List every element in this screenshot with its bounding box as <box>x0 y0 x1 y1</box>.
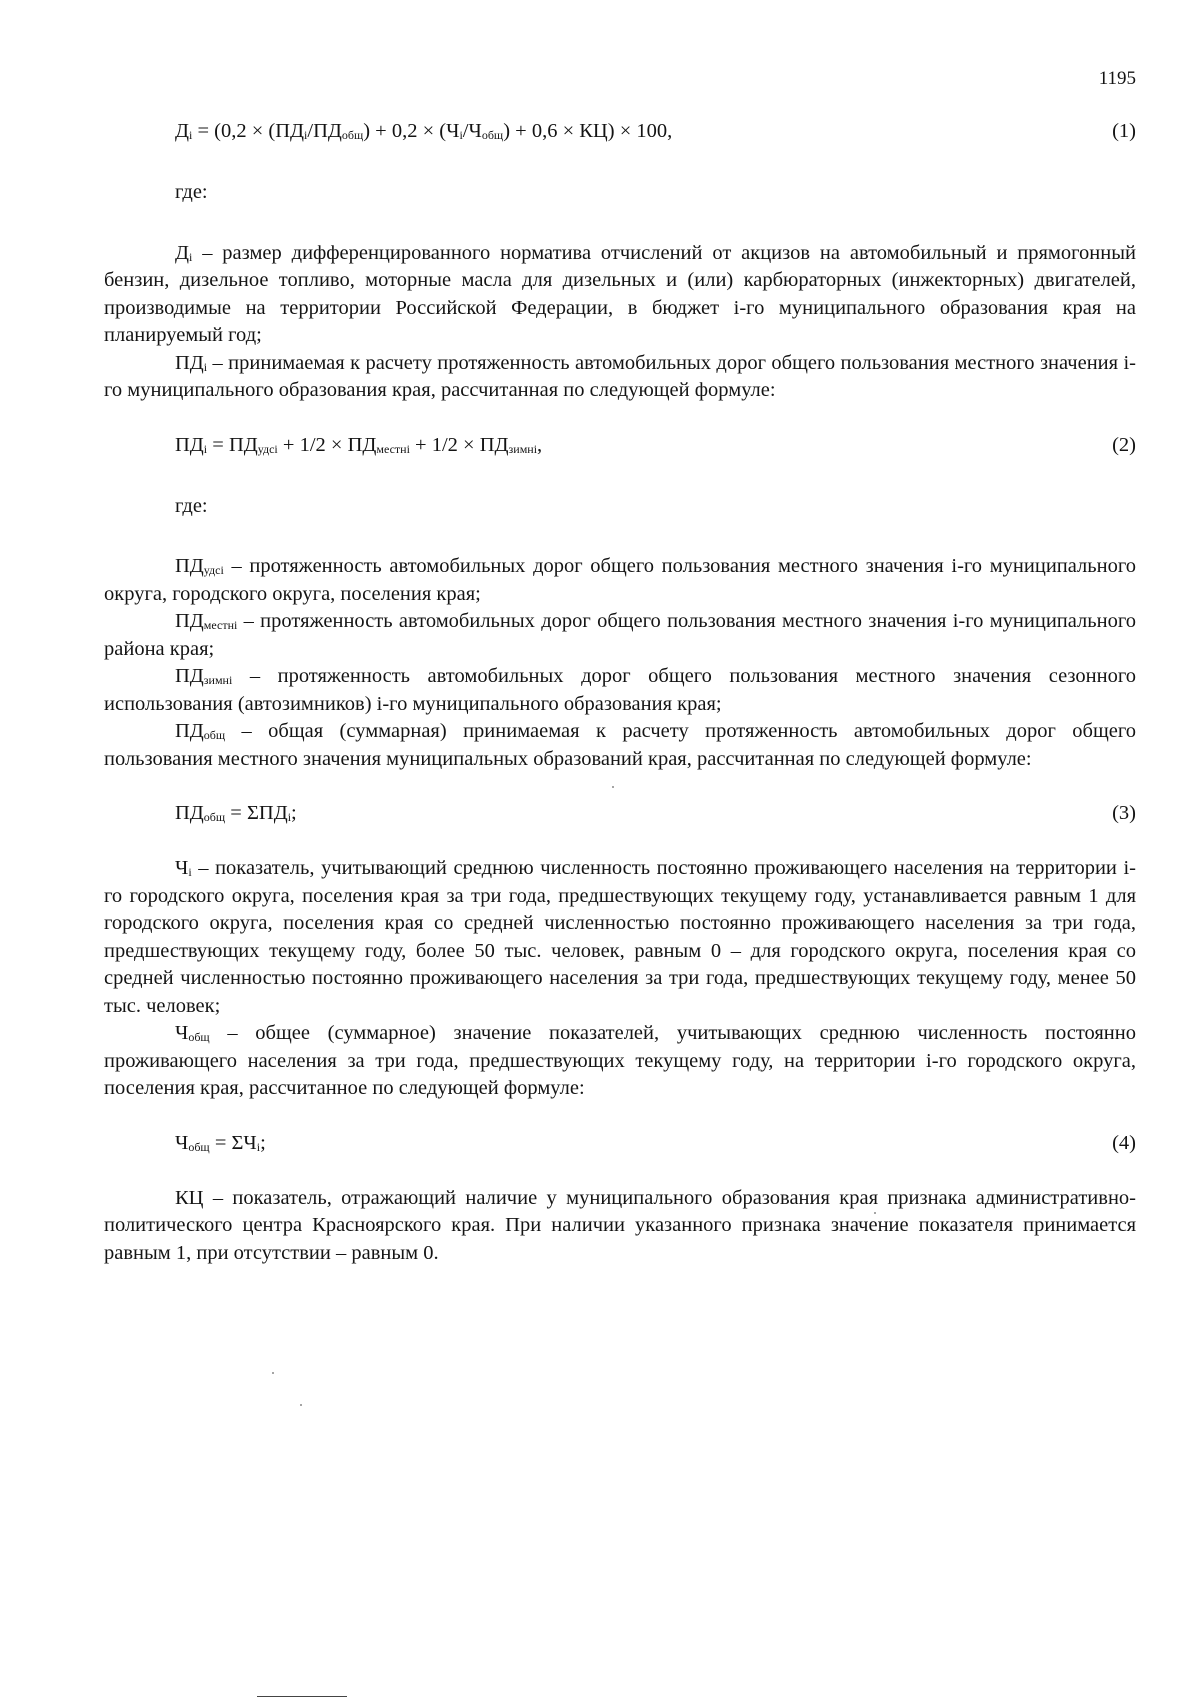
formula-subscript: удсi <box>257 441 278 456</box>
scan-speck <box>300 1404 302 1406</box>
formula-text: + 1/2 × ПД <box>409 433 509 456</box>
formula-text: = ΣЧ <box>209 1131 257 1154</box>
formula-text: /ПД <box>307 120 342 142</box>
formula-text: = (0,2 × (ПД <box>192 120 305 142</box>
definition-ch-i: $Ч_i$ – показатель, учитывающий среднюю численность постоянно проживающего населения на территории i-го городского округа, поселения края за три года, предшествующих текущему году, устанавливается равным 1 для городского округа, поселения края со средней численностью постоянно проживающего населения за три года, предшествующих текущему году, более 50 тыс. человек, равным 0 – для городского округа, поселения края со средней численностью постоянно проживающего населения за три года, предшествующих текущему году, менее 50 тыс. человек; <box>104 857 1136 1017</box>
scan-speck <box>874 1212 876 1214</box>
formula-text: ) + 0,6 × КЦ) × 100, <box>503 120 673 142</box>
formula-text: = ΣПД <box>225 802 288 824</box>
formula-1 <box>104 118 1136 146</box>
definition-ch-obsh: $Ч_{общ}$ – общее (суммарное) значение показателей, учитывающих среднюю численность постоянно проживающего населения за три года, предшествующих текущему году, на территории i-го городского округа, поселения края, рассчитанное по следующей формуле: <box>104 1022 1136 1099</box>
formula-number: (2) <box>1112 433 1136 456</box>
formula-subscript: i <box>203 441 208 456</box>
definition-pd-i: $ПД_i$ – принимаемая к расчету протяженность автомобильных дорог общего пользования местного значения i-го муниципального образования края, рассчитанная по следующей формуле: <box>104 351 1136 401</box>
scan-speck <box>612 786 614 788</box>
scan-speck <box>272 1372 274 1374</box>
formula-subscript: общ <box>203 810 226 824</box>
formula-text: + 1/2 × ПД <box>277 433 377 456</box>
formula-subscript: общ <box>188 1139 210 1154</box>
definition-pd-obsh: $ПД_{общ}$ – общая (суммарная) принимаемая к расчету протяженность автомобильных дорог общего пользования местного значения муниципальных образований края, рассчитанная по следующей формуле: <box>104 720 1136 770</box>
formula-text: ) + 0,2 × (Ч <box>363 120 460 142</box>
formula-subscript: общ <box>341 128 364 142</box>
formula-text: Д <box>175 120 189 142</box>
formula-3 <box>104 800 1136 828</box>
where-label: где: <box>175 494 208 517</box>
definition-pd-uds: $ПД_{удсi}$ – протяженность автомобильных дорог общего пользования местного значения i-го муниципального округа, городского округа, поселения края; <box>104 555 1136 605</box>
bottom-divider <box>257 1696 347 1697</box>
formula-number: (1) <box>1112 120 1136 142</box>
formula-text: ПД <box>175 433 204 456</box>
document-body <box>104 118 1136 1267</box>
formula-number: (4) <box>1112 1131 1136 1154</box>
definition-pd-mestn: $ПД_{местнi}$ – протяженность автомобильных дорог общего пользования местного значения i-го муниципального района края; <box>104 610 1136 660</box>
definition-kc: КЦ – показатель, отражающий наличие у муниципального образования края признака административно-политического центра Красноярского края. При наличии указанного признака значение показателя принимается равным 1, при отсутствии – равным 0. <box>104 1186 1136 1264</box>
formula-text: /Ч <box>462 120 482 142</box>
formula-subscript: i <box>188 128 193 142</box>
definition-pd-zimn: $ПД_{зимнi}$ – протяженность автомобильных дорог общего пользования местного значения сезонного использования (автозимников) i-го муниципального образования края; <box>104 665 1136 715</box>
formula-text: Ч <box>175 1131 189 1154</box>
formula-text: ; <box>291 802 297 824</box>
formula-number: (3) <box>1112 802 1136 824</box>
formula-subscript: общ <box>481 128 504 142</box>
formula-text: = ПД <box>207 433 258 456</box>
formula-text: ; <box>260 1131 266 1154</box>
formula-subscript: i <box>256 1139 261 1154</box>
formula-text: , <box>537 433 543 456</box>
formula-subscript: i <box>287 810 292 824</box>
formula-subscript: зимнi <box>508 441 538 456</box>
definition-d-i: $Д_i$ – размер дифференцированного норматива отчислений от акцизов на автомобильный и прямогонный бензин, дизельное топливо, моторные масла для дизельных и (или) карбюраторных (инжекторных) двигателей, производимые на территории Российской Федерации, в бюджет i-го муниципального образования края на планируемый год; <box>104 241 1136 346</box>
where-label: где: <box>175 181 208 203</box>
formula-4 <box>104 1130 1136 1158</box>
formula-subscript: i <box>304 128 308 142</box>
page-number: 1195 <box>1098 68 1136 89</box>
formula-text: ПД <box>175 802 204 824</box>
formula-subscript: местнi <box>376 441 410 456</box>
formula-subscript: i <box>459 128 463 142</box>
formula-2 <box>104 432 1136 460</box>
